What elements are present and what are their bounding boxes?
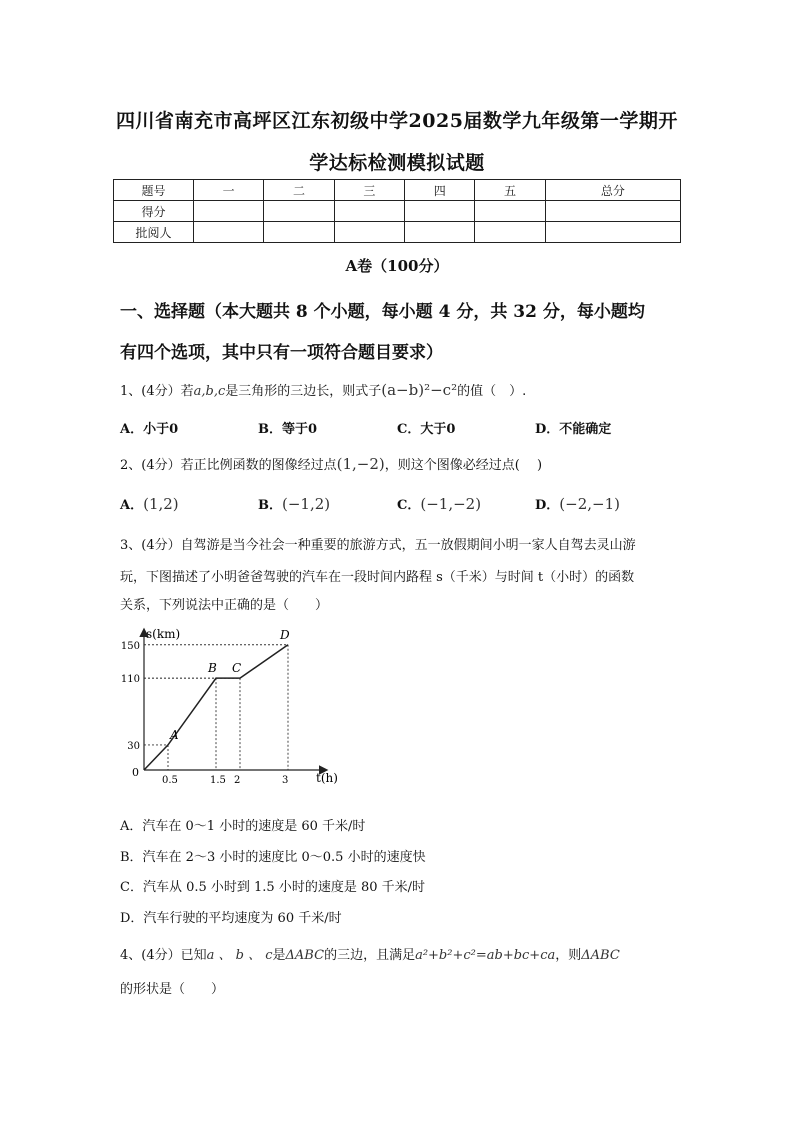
point-label: B [208,661,217,676]
section1-heading-line2: 有四个选项，其中只有一项符合题目要求） [120,343,443,363]
q3-option-b[interactable]: B．汽车在 2～3 小时的速度比 0～0.5 小时的速度快 [120,850,426,865]
q2-suffix: ，则这个图像必经过点( ) [384,458,543,473]
q2-option-letter: C． [397,498,421,513]
score-cell [264,222,334,243]
x-tick-label: 0.5 [162,775,178,786]
y-tick-label: 30 [127,740,140,752]
y-axis-label: s(km) [146,627,181,641]
point-label: A [170,727,179,742]
score-table-row [114,222,681,243]
score-row-label: 得分 [114,201,194,222]
q2-option-value: (−1,−2) [420,495,482,513]
point-label: C [232,661,242,676]
score-table [113,179,681,243]
score-table-row [114,201,681,222]
q2-option-value: (−1,2) [282,495,331,513]
q2-option-letter: A． [120,498,144,513]
q3-option-c[interactable]: C．汽车从 0.5 小时到 1.5 小时的速度是 80 千米/时 [120,880,426,895]
score-table-header-row [114,180,681,201]
q2-prefix: 2、(4分）若正比例函数的图像经过点 [120,458,337,473]
q4-vars: a 、 b 、 c [206,948,273,963]
q4-equation: a²+b²+c²=ab+bc+ca [415,948,556,963]
score-cell [264,201,334,222]
q2-option-value: (1,2) [143,495,179,513]
question-3-line1: 3、(4分）自驾游是当今社会一种重要的旅游方式，五一放假期间小明一家人自驾去灵山游 [120,538,636,553]
question-3-line2: 玩，下图描述了小明爸爸驾驶的汽车在一段时间内路程 s（千米）与时间 t（小时）的函数 [120,570,635,585]
q2-option-c[interactable] [397,494,481,513]
y-tick-label: 110 [120,674,140,686]
section1-heading-line1: 一、选择题（本大题共 8 个小题，每小题 4 分，共 32 分，每小题均 [120,302,645,322]
x-tick-label: 1.5 [210,775,226,786]
score-cell [475,222,545,243]
score-table-header-cell: 三 [334,180,404,201]
score-cell [194,201,264,222]
x-tick-label: 3 [282,775,289,786]
score-cell [194,222,264,243]
q4-prefix: 4、(4分）已知 [120,948,207,963]
question-4 [120,944,620,963]
point-label: D [280,627,290,642]
score-table-header-cell: 二 [264,180,334,201]
q1-option-d[interactable]: D．不能确定 [535,422,612,437]
q4-mid: 是 [272,948,286,963]
distance-time-graph [110,620,350,800]
q1-vars: a,b,c [193,384,226,399]
doc-title-line2: 学达标检测模拟试题 [309,152,485,174]
score-table-header-cell: 四 [405,180,475,201]
x-axis-label: t(h) [316,771,338,785]
q1-suffix: 的值（ ）. [457,384,527,399]
q1-expression: (a−b)²−c² [381,381,458,399]
x-tick-label: 2 [234,775,241,786]
score-cell [334,222,404,243]
q4-triangle: ΔABC [285,948,325,963]
reviewer-row-label: 批阅人 [114,222,194,243]
q2-option-b[interactable] [258,494,330,513]
q3-option-a[interactable]: A．汽车在 0～1 小时的速度是 60 千米/时 [120,819,366,834]
score-cell [405,222,475,243]
q2-option-value: (−2,−1) [559,495,620,513]
q3-option-d[interactable]: D．汽车行驶的平均速度为 60 千米/时 [120,911,342,926]
score-cell [334,201,404,222]
score-cell [475,201,545,222]
score-cell [545,201,680,222]
q4-mid2: 的三边，且满足 [324,948,416,963]
q2-option-letter: B． [258,498,282,513]
score-table-header-cell: 总分 [545,180,680,201]
q1-option-a[interactable]: A．小于0 [120,422,179,437]
question-2 [120,454,542,473]
q1-prefix: 1、(4分）若 [120,384,194,399]
question-4-line2: 的形状是（ ） [120,982,225,997]
origin-label: 0 [132,766,139,779]
question-1 [120,380,526,399]
section-a-heading: A卷（100分） [345,257,449,275]
q2-option-d[interactable] [535,494,620,513]
q1-option-c[interactable]: C．大于0 [397,422,456,437]
y-tick-label: 150 [120,640,140,652]
q4-triangle-2: ΔABC [581,948,620,963]
q2-point: (1,−2) [336,455,385,473]
q2-option-a[interactable] [120,494,179,513]
q1-mid: 是三角形的三边长，则式子 [225,384,382,399]
doc-title-line1: 四川省南充市高坪区江东初级中学2025届数学九年级第一学期开 [116,110,678,132]
score-table-header-cell: 一 [194,180,264,201]
score-cell [545,222,680,243]
q4-suffix: ，则 [555,948,582,963]
score-cell [405,201,475,222]
question-3-line3: 关系，下列说法中正确的是（ ） [120,598,329,613]
score-table-header-cell: 五 [475,180,545,201]
q1-option-b[interactable]: B．等于0 [258,422,318,437]
score-table-header-cell: 题号 [114,180,194,201]
q2-option-letter: D． [535,498,560,513]
